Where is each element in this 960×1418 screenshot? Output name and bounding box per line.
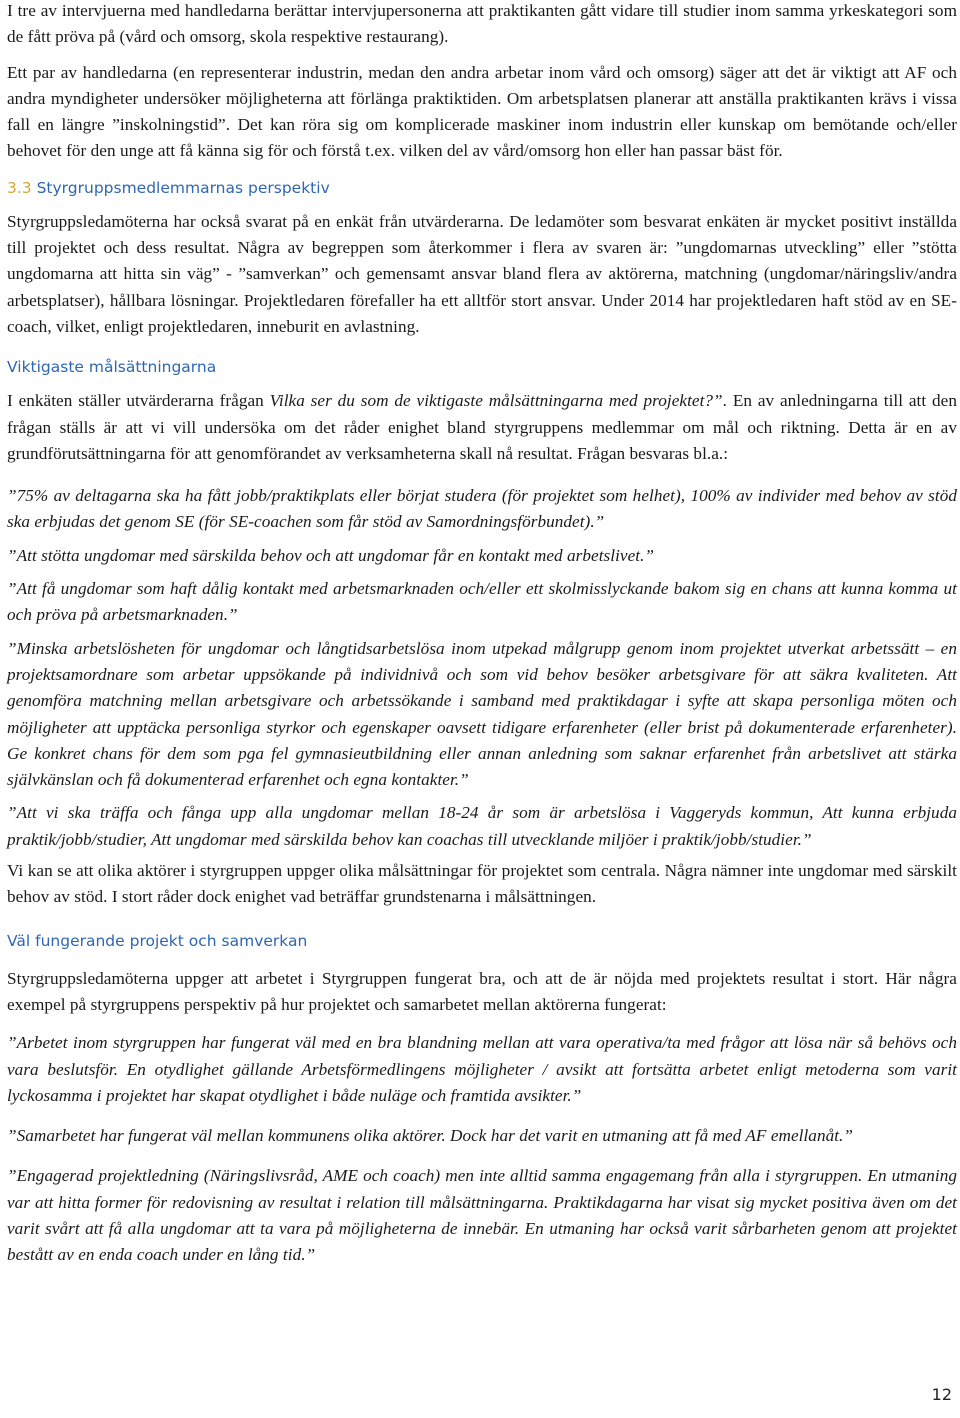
cooperation-quote: ”Arbetet inom styrgruppen har fungerat väl med en bra blandning mellan att vara operativa/ta med frågor att lösa när så behövs och vara beslutsför. En otydlighet gällande Arbetsförmedlingens möjligheter / avsikt att fortsätta arbetet enligt metoderna som varit lyckosamma i projektet har skapat otydlighet i både nuläge och framtida avsikter.” [7, 1033, 957, 1105]
paragraph-steering-group-intro: Styrgruppsledamöterna har också svarat på en enkät från utvärderarna. De ledamöter som besvarat enkäten är mycket positivt inställda till projektet och dess resultat. Några av begreppen som återkommer i flera av svaren är: ”ungdomarnas utveckling” eller ”stötta ungdomarna att hitta sin väg” - ”samverkan” och gemensamt ansvar bland flera av aktörerna, matchning (ungdomar/näringsliv/andra arbetsplatser), hållbara lösningar. Projektledaren förefaller ha ett alltför stort ansvar. Under 2014 har projektledaren haft stöd av en SE-coach, vilket, enligt projektledaren, inneburit en avlastning. [7, 211, 957, 336]
goal-quote: ”Att få ungdomar som haft dålig kontakt med arbetsmarknaden och/eller ett skolmisslyckande bakom sig en chans att kunna komma ut och pröva på arbetsmarknaden.” [7, 579, 957, 625]
paragraph-goals-conclusion: Vi kan se att olika aktörer i styrgruppen uppger olika målsättningar för projektet som centrala. Några nämner inte ungdomar med särskilt behov av stöd. I stort råder dock enighet vad beträffar grundstenarna i målsättningen. [7, 861, 957, 907]
paragraph-supervisors: Ett par av handledarna (en representerar industrin, medan den andra arbetar inom vård och omsorg) säger att det är viktigt att AF och andra myndigheter undersöker möjligheterna att förlänga praktiktiden. Om arbetsplatsen planerar att anställa praktikanten krävs i vissa fall en längre ”inskolningstid”. Det kan röra sig om komplicerade maskiner inom industrin eller kunskap om bemötande och/eller behovet för den unge att få känna sig för och förstå t.ex. vilken del av vård/omsorg hon eller han passar bäst för. [7, 62, 957, 161]
page-number: 12 [931, 1385, 952, 1404]
section-number: 3.3 [7, 178, 32, 197]
goals-intro-question: Vilka ser du som de viktigaste målsättningarna med projektet?” [269, 391, 723, 411]
heading-cooperation: Väl fungerande projekt och samverkan [7, 931, 308, 950]
goals-intro-before: I enkäten ställer utvärderarna frågan [7, 391, 270, 411]
goal-quote: ”Att stötta ungdomar med särskilda behov och att ungdomar får en kontakt med arbetslivet.” [7, 545, 655, 565]
paragraph-goals-intro [7, 388, 957, 467]
goal-quote: ”Att vi ska träffa och fånga upp alla ungdomar mellan 18-24 år som är arbetslösa i Vaggeryds kommun, Att kunna erbjuda praktik/jobb/studier, Att ungdomar med särskilda behov kan coachas till utvecklande miljöer i praktik/jobb/studier.” [7, 803, 957, 849]
cooperation-quote: ”Samarbetet har fungerat väl mellan kommunens olika aktörer. Dock har det varit en utmaning att få med AF emellanåt.” [7, 1126, 854, 1146]
heading-goals: Viktigaste målsättningarna [7, 358, 217, 377]
goal-quote: ”Minska arbetslösheten för ungdomar och långtidsarbetslösa inom utpekad målgrupp genom inom projektet utverkat arbetssätt – en projektsamordnare som arbetar uppsökande på individnivå och som vid behov besöker arbetsgivare för att säkra kvaliteten. Att genomföra matchning mellan arbetsgivare och arbetssökande i samband med praktikdagar i syfte att skapa personliga möten och möjligheter att upptäcka personliga styrkor och egenskaper oavsett tidigare erfarenheter (eller brist på dokumenterade erfarenheter). Ge konkret chans för dem som pga fel gymnasieutbildning eller annan anledning som saknar erfarenhet från arbetslivet att stärka självkänslan och få dokumenterad erfarenhet och egna kontakter.” [7, 638, 957, 790]
goal-quote: ”75% av deltagarna ska ha fått jobb/praktikplats eller börjat studera (för projektet som helhet), 100% av individer med behov av stöd ska erbjudas det genom SE (för SE-coachen som får stöd av Samordningsförbundet).” [7, 486, 957, 532]
cooperation-quote: ”Engagerad projektledning (Näringslivsråd, AME och coach) men inte alltid samma engagemang från alla i styrgruppen. En utmaning var att hitta former för redovisning av resultat i relation till målsättningarna. Praktikdagarna har visat sig mycket positiva även om det varit svårt att få alla ungdomar att ta vara på möjligheterna de innebär. En utmaning har också varit sårbarheten genom att projektet bestått av en enda coach under en lång tid.” [7, 1166, 957, 1265]
paragraph-cooperation-intro: Styrgruppsledamöterna uppger att arbetet i Styrgruppen fungerat bra, och att de är nöjda med projektets resultat i stort. Här några exempel på styrgruppens perspektiv på hur projektet och samarbetet mellan aktörerna fungerat: [7, 968, 957, 1014]
section-heading [7, 177, 957, 199]
document-page [7, 0, 957, 1269]
goals-intro-after: . En av anledningarna till att den frågan ställs är att vi vill undersöka om det råder enighet bland styrgruppens medlemmar om mål och riktning. Detta är en av grundförutsättningarna för att genomförandet av verksamheterna skall nå resultat. Frågan besvaras bl.a.: [7, 391, 957, 463]
section-title: Styrgruppsmedlemmarnas perspektiv [36, 178, 330, 197]
paragraph-interviews: I tre av intervjuerna med handledarna berättar intervjupersonerna att praktikanten gått vidare till studier inom samma yrkeskategori som de fått pröva på (vård och omsorg, skola respektive restaurang). [7, 1, 957, 47]
